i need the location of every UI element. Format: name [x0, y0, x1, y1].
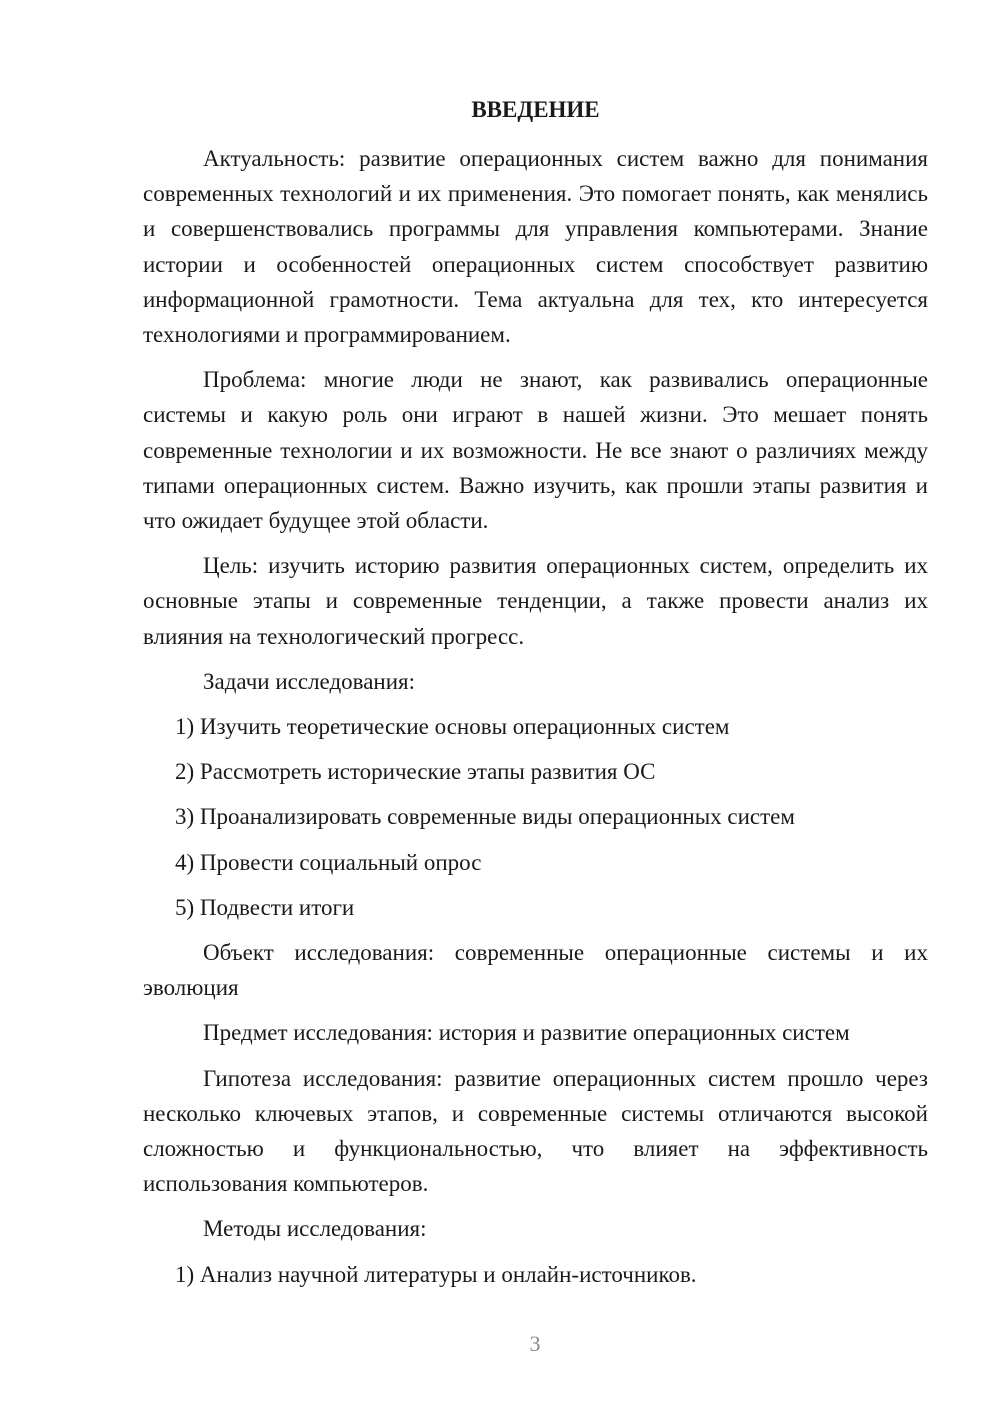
- page-content: [143, 92, 928, 1302]
- list-item: 4) Провести социальный опрос: [175, 849, 482, 875]
- problem-paragraph: Проблема: многие люди не знают, как развивались операционные системы и какую роль они играют в нашей жизни. Это мешает понять современные технологии и их возможности. Не все знают о различиях между типами операционных систем. Важно изучить, как прошли этапы развития и что ожидает будущее этой области.: [143, 367, 928, 534]
- page-number: 3: [529, 1331, 541, 1356]
- relevance-paragraph: Актуальность: развитие операционных систем важно для понимания современных технологий и их применения. Это помогает понять, как менялись и совершенствовались программы для управления компьютерами. Знание истории и особенностей операционных систем способствует развитию информационной грамотности. Тема актуальна для тех, кто интересуется технологиями и программированием.: [143, 146, 928, 348]
- list-item: 2) Рассмотреть исторические этапы развития ОС: [175, 759, 656, 785]
- list-item: 1) Анализ научной литературы и онлайн-источников.: [175, 1261, 697, 1287]
- list-item: 1) Изучить теоретические основы операционных систем: [175, 714, 730, 740]
- list-item: 5) Подвести итоги: [175, 894, 355, 920]
- list-item: 3) Проанализировать современные виды операционных систем: [175, 804, 795, 830]
- page-title: ВВЕДЕНИЕ: [471, 97, 600, 122]
- object-paragraph: Объект исследования: современные операционные системы и их эволюция: [143, 940, 928, 1001]
- hypothesis-paragraph: Гипотеза исследования: развитие операционных систем прошло через несколько ключевых этапов, и современные системы отличаются высокой сложностью и функциональностью, что влияет на эффективность использования компьютеров.: [143, 1065, 928, 1197]
- methods-heading: Методы исследования:: [203, 1216, 427, 1242]
- goal-paragraph: Цель: изучить историю развития операционных систем, определить их основные этапы и современные тенденции, а также провести анализ их влияния на технологический прогресс.: [143, 553, 928, 649]
- tasks-heading: Задачи исследования:: [203, 668, 416, 694]
- subject-paragraph: Предмет исследования: история и развитие операционных систем: [203, 1020, 850, 1046]
